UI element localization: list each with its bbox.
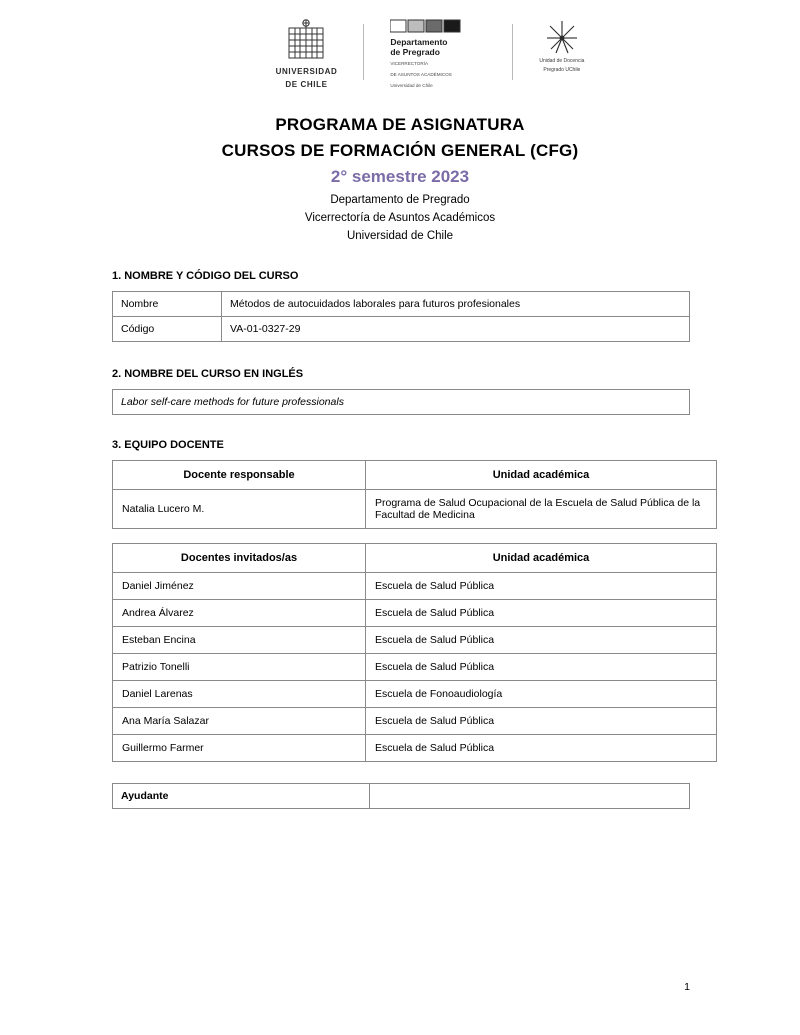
table-header-row [113,461,717,490]
page-number: 1 [684,981,690,993]
title-line-2: CURSOS DE FORMACIÓN GENERAL (CFG) [221,140,579,160]
table-row [113,573,717,600]
guest-teacher-unit: Escuela de Salud Pública [366,627,717,654]
header-logos [0,0,800,90]
table-row [113,654,717,681]
table-row [113,292,690,317]
title-line-1: PROGRAMA DE ASIGNATURA [275,115,525,134]
universidad-de-chile-logo [276,18,338,90]
guests-header-teacher: Docentes invitados/as [113,544,366,573]
pregrado-logo-sub3: Universidad de Chile [390,82,433,88]
section-3-heading: 3. EQUIPO DOCENTE [112,439,224,452]
title-vicerrectoria: Vicerrectoría de Asuntos Académicos [304,211,496,224]
table-spacer [112,529,690,543]
assistant-label: Ayudante [113,784,370,809]
section-2-heading: 2. NOMBRE DEL CURSO EN INGLÉS [112,368,304,381]
table-row [113,681,717,708]
logo-divider-2 [512,24,513,80]
title-university: Universidad de Chile [346,230,454,243]
guests-header-unit: Unidad académica [366,544,717,573]
course-code-label: Código [113,317,222,342]
guest-teacher-name: Ana María Salazar [113,708,366,735]
guest-teacher-name: Andrea Álvarez [113,600,366,627]
responsible-header-unit: Unidad académica [366,461,717,490]
responsible-teacher-unit: Programa de Salud Ocupacional de la Escuela de Salud Pública de la Facultad de Medicina [366,490,717,529]
course-code-value: VA-01-0327-29 [222,317,690,342]
table-row [113,390,690,415]
docencia-logo-line2: Pregrado UChile [543,66,581,73]
pregrado-logo-line2: de Pregrado [390,47,440,58]
document-title [0,112,800,244]
guest-teacher-unit: Escuela de Salud Pública [366,735,717,762]
table-row [113,627,717,654]
responsible-teacher-name: Natalia Lucero M. [113,490,366,529]
guest-teacher-unit: Escuela de Salud Pública [366,600,717,627]
table-spacer [112,762,690,783]
pregrado-logo-line1: Departamento [390,37,448,47]
course-name-label: Nombre [113,292,222,317]
table-row [113,490,717,529]
logo-divider-1 [363,24,364,80]
table-row [113,708,717,735]
guest-teacher-name: Daniel Larenas [113,681,366,708]
responsible-header-teacher: Docente responsable [113,461,366,490]
course-english-name-table [112,389,690,415]
section-1-heading: 1. NOMBRE Y CÓDIGO DEL CURSO [112,270,299,283]
course-name-value: Métodos de autocuidados laborales para futuros profesionales [222,292,690,317]
guest-teacher-name: Patrizio Tonelli [113,654,366,681]
assistant-value [370,784,690,809]
pregrado-logo-sub1: VICERRECTORÍA [390,61,429,67]
docencia-burst-icon [542,18,582,56]
course-name-code-table [112,291,690,342]
uchile-logo-line1: UNIVERSIDAD [275,67,338,76]
pregrado-bars-icon [390,18,462,34]
guest-teacher-unit: Escuela de Salud Pública [366,708,717,735]
responsible-teacher-table [112,460,717,529]
course-english-name-value: Labor self-care methods for future professionals [113,390,690,415]
title-semester: 2° semestre 2023 [330,167,470,186]
document-body [0,270,800,809]
unidad-de-docencia-logo [539,18,584,74]
uchile-logo-line2: DE CHILE [285,80,328,89]
table-row [113,600,717,627]
assistant-table [112,783,690,809]
uchile-crest-icon [283,18,329,64]
guest-teacher-unit: Escuela de Salud Pública [366,573,717,600]
table-header-row [113,544,717,573]
guest-teacher-unit: Escuela de Salud Pública [366,654,717,681]
table-row [113,735,717,762]
docencia-logo-line1: Unidad de Docencia [539,58,585,64]
guest-teachers-table [112,543,717,762]
pregrado-logo-sub2: DE ASUNTOS ACADÉMICOS [390,72,452,78]
guest-teacher-name: Daniel Jiménez [113,573,366,600]
table-row [113,317,690,342]
title-department: Departamento de Pregrado [330,193,470,206]
table-row [113,784,690,809]
guest-teacher-name: Guillermo Farmer [113,735,366,762]
guest-teacher-name: Esteban Encina [113,627,366,654]
guest-teacher-unit: Escuela de Fonoaudiología [366,681,717,708]
departamento-de-pregrado-logo [390,18,486,89]
